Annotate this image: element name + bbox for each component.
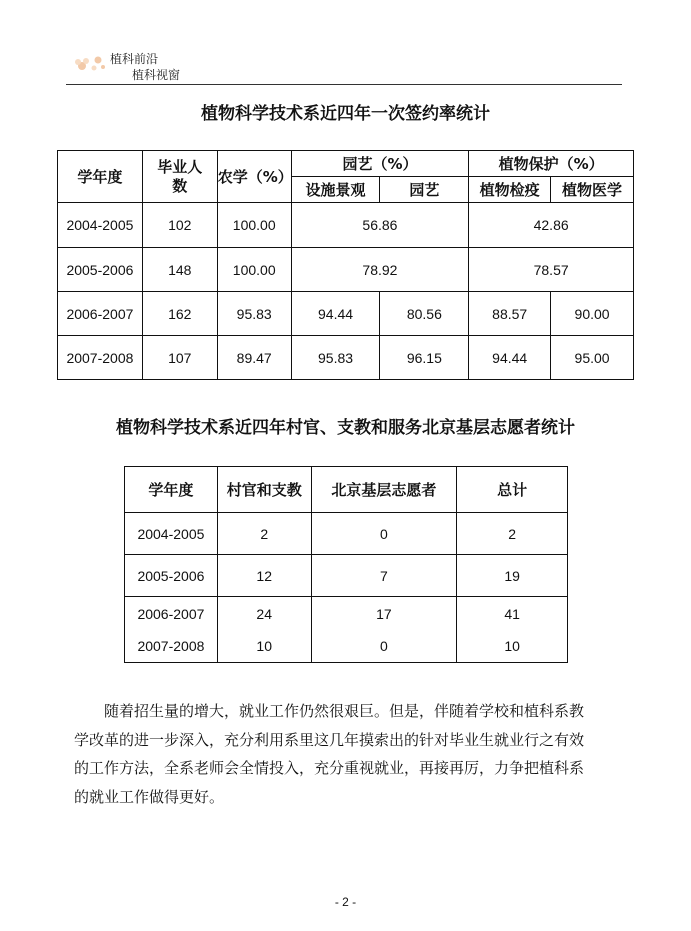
cell-agri: 100.00 bbox=[217, 203, 291, 248]
table-row bbox=[125, 513, 568, 555]
flower-logo-icon bbox=[72, 52, 112, 78]
cell-year: 2007-2008 bbox=[58, 336, 143, 380]
cell-year: 2004-2005 bbox=[125, 513, 218, 555]
body-paragraph bbox=[74, 697, 622, 811]
table-row bbox=[58, 203, 634, 248]
header-year: 学年度 bbox=[58, 151, 143, 203]
cell-beijing: 7 bbox=[311, 555, 457, 597]
paragraph-line: 学改革的进一步深入，充分利用系里这几年摸索出的针对毕业生就业行之有效 bbox=[74, 730, 585, 749]
table-row bbox=[58, 336, 634, 380]
table-row-merged bbox=[125, 597, 568, 663]
header-prot-sub1: 植物检疫 bbox=[469, 177, 551, 203]
cell-total: 19 bbox=[457, 555, 568, 597]
header-line-1: 植科前沿 bbox=[110, 52, 159, 66]
cell-year: 2004-2005 bbox=[58, 203, 143, 248]
header-village: 村官和支教 bbox=[217, 467, 311, 513]
cell-prot-2: 90.00 bbox=[551, 292, 634, 336]
cell-agri: 89.47 bbox=[217, 336, 291, 380]
table-row bbox=[58, 292, 634, 336]
table-row bbox=[58, 248, 634, 292]
cell-year: 2006-2007 bbox=[58, 292, 143, 336]
cell-hort-1: 95.83 bbox=[291, 336, 380, 380]
cell-agri: 100.00 bbox=[217, 248, 291, 292]
cell-year: 2005-2006 bbox=[58, 248, 143, 292]
cell-village: 2 bbox=[217, 513, 311, 555]
page-number: - 2 - bbox=[334, 895, 357, 909]
cell-beijing: 0 bbox=[311, 513, 457, 555]
cell-village: 24 10 bbox=[217, 597, 311, 663]
cell-agri: 95.83 bbox=[217, 292, 291, 336]
header-hort: 园艺（%） bbox=[291, 151, 469, 177]
signing-rate-table bbox=[57, 150, 634, 380]
table2-title: 植物科学技术系近四年村官、支教和服务北京基层志愿者统计 bbox=[116, 418, 575, 438]
volunteer-table bbox=[124, 466, 568, 663]
header-prot: 植物保护（%） bbox=[469, 151, 634, 177]
cell-prot-2: 95.00 bbox=[551, 336, 634, 380]
cell-grads: 148 bbox=[142, 248, 217, 292]
header-hort-sub1: 设施景观 bbox=[291, 177, 380, 203]
cell-total: 41 10 bbox=[457, 597, 568, 663]
header-year: 学年度 bbox=[125, 467, 218, 513]
cell-beijing: 17 0 bbox=[311, 597, 457, 663]
paragraph-line: 的工作方法，全系老师会全情投入，充分重视就业，再接再厉，力争把植科系 bbox=[74, 759, 585, 777]
cell-grads: 102 bbox=[142, 203, 217, 248]
cell-hort-2: 96.15 bbox=[380, 336, 469, 380]
cell-hort-2: 80.56 bbox=[380, 292, 469, 336]
header-beijing: 北京基层志愿者 bbox=[311, 467, 457, 513]
cell-grads: 162 bbox=[142, 292, 217, 336]
header-rule bbox=[66, 84, 622, 85]
table-row bbox=[125, 555, 568, 597]
cell-hort-1: 94.44 bbox=[291, 292, 380, 336]
cell-prot: 42.86 bbox=[469, 203, 634, 248]
paragraph-line: 随着招生量的增大，就业工作仍然很艰巨。但是，伴随着学校和植科系教 bbox=[104, 702, 585, 720]
cell-village: 12 bbox=[217, 555, 311, 597]
cell-prot-1: 88.57 bbox=[469, 292, 551, 336]
header-hort-sub2: 园艺 bbox=[380, 177, 469, 203]
cell-year: 2005-2006 bbox=[125, 555, 218, 597]
header-grads: 毕业人数 bbox=[142, 151, 217, 203]
header-total: 总计 bbox=[457, 467, 568, 513]
header-prot-sub2: 植物医学 bbox=[551, 177, 634, 203]
paragraph-line: 的就业工作做得更好。 bbox=[74, 787, 225, 806]
cell-total: 2 bbox=[457, 513, 568, 555]
cell-hort: 56.86 bbox=[291, 203, 469, 248]
header-agri: 农学（%） bbox=[217, 151, 291, 203]
table1-title: 植物科学技术系近四年一次签约率统计 bbox=[201, 104, 490, 124]
cell-prot: 78.57 bbox=[469, 248, 634, 292]
header-line-2: 植科视窗 bbox=[132, 68, 181, 82]
cell-year: 2006-2007 2007-2008 bbox=[125, 597, 218, 663]
cell-prot-1: 94.44 bbox=[469, 336, 551, 380]
cell-hort: 78.92 bbox=[291, 248, 469, 292]
cell-grads: 107 bbox=[142, 336, 217, 380]
